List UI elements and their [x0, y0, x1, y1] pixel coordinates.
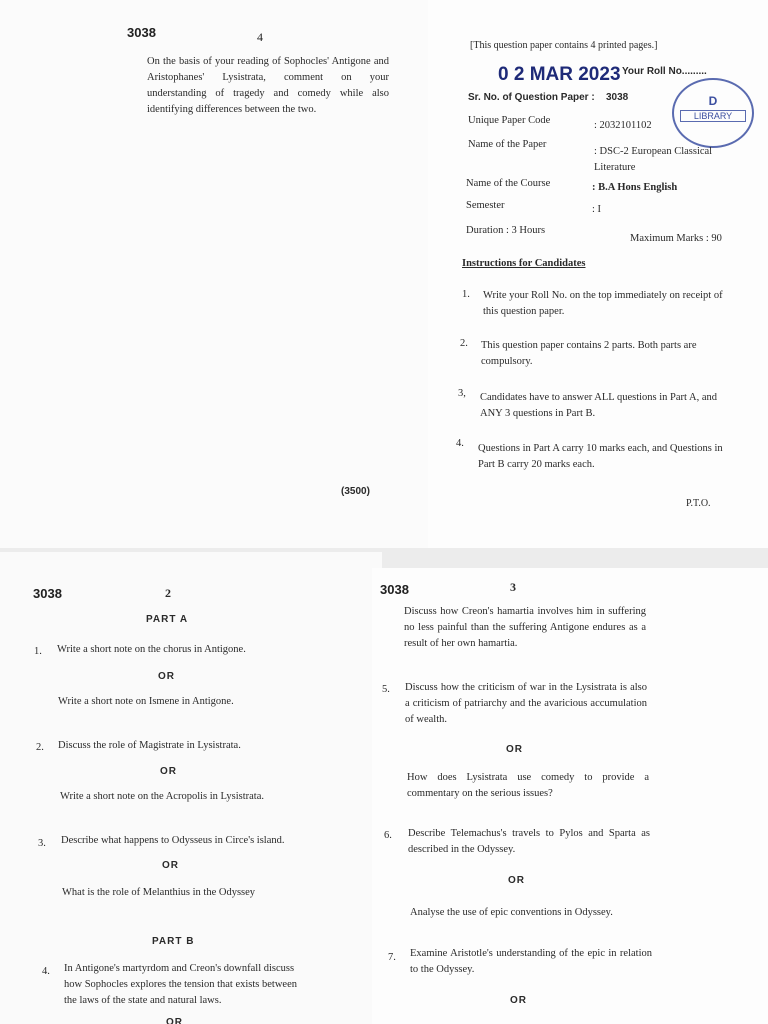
q4-number: 4.: [42, 966, 50, 977]
date-stamp: 0 2 MAR 2023: [498, 64, 621, 85]
or-divider: OR: [506, 744, 523, 755]
instruction-3-text: Candidates have to answer ALL questions in Part A, and ANY 3 questions in Part B.: [480, 392, 717, 419]
paper-code: 3038: [127, 25, 156, 40]
upc-label: Unique Paper Code: [468, 115, 551, 126]
print-run: (3500): [341, 486, 370, 497]
q2-number: 2.: [36, 742, 44, 753]
cover-page-sheet: [428, 0, 768, 548]
q5-option-b: How does Lysistrata use comedy to provide a commentary on the serious issues?: [407, 772, 649, 799]
part-b-heading: PART B: [152, 936, 195, 947]
roll-number-label: Your Roll No.........: [622, 66, 707, 77]
q7-number: 7.: [388, 952, 396, 963]
or-divider: OR: [166, 1017, 183, 1024]
library-seal: [672, 78, 754, 148]
page-2-sheet: [0, 552, 382, 1024]
or-divider: OR: [508, 875, 525, 886]
q3-option-b: What is the role of Melanthius in the Odyssey: [62, 887, 256, 898]
serial-value: 3038: [606, 92, 629, 103]
paper-name-value: : DSC-2 European Classical Literature: [594, 146, 713, 173]
serial-label: Sr. No. of Question Paper :: [468, 92, 595, 103]
instruction-4-num: 4.: [456, 438, 464, 449]
semester-label: Semester: [466, 200, 505, 211]
instruction-4-text: Questions in Part A carry 10 marks each, and Questions in Part B carry 20 marks each.: [478, 443, 723, 470]
q4-option-a: In Antigone's martyrdom and Creon's downfall discuss how Sophocles explores the tension that exists between the laws of the state and natural laws.: [64, 963, 297, 1006]
semester-value: : I: [592, 204, 602, 215]
page-number: 3: [510, 580, 516, 594]
course-value: : B.A Hons English: [592, 182, 678, 193]
question-text: On the basis of your reading of Sophocles' Antigone and Aristophanes' Lysistrata, comment on your understanding of tragedy and comedy while also identifying differences between the two.: [147, 56, 389, 115]
instruction-1-text: Write your Roll No. on the top immediately on receipt of this question paper.: [483, 290, 723, 317]
q3-number: 3.: [38, 838, 46, 849]
seal-word: LIBRARY: [680, 110, 746, 122]
q2-option-b: Write a short note on the Acropolis in Lysistrata.: [60, 791, 264, 802]
page-number: 4: [257, 30, 263, 44]
instruction-2-num: 2.: [460, 338, 468, 349]
part-a-heading: PART A: [146, 614, 189, 625]
seal-letter: D: [708, 94, 718, 108]
instruction-1-num: 1.: [462, 289, 470, 300]
q1-option-a: Write a short note on the chorus in Antigone.: [57, 644, 246, 655]
q1-number: 1.: [34, 646, 42, 657]
or-divider: OR: [510, 995, 527, 1006]
header-note: [This question paper contains 4 printed pages.]: [470, 40, 658, 51]
instructions-title: Instructions for Candidates: [462, 258, 586, 269]
q2-option-a: Discuss the role of Magistrate in Lysistrata.: [58, 740, 241, 751]
q7-option-a: Examine Aristotle's understanding of the epic in relation to the Odyssey.: [410, 948, 652, 975]
max-marks: Maximum Marks : 90: [630, 233, 722, 244]
or-divider: OR: [158, 671, 175, 682]
duration: Duration : 3 Hours: [466, 225, 546, 236]
paper-code: 3038: [380, 582, 409, 597]
or-divider: OR: [160, 766, 177, 777]
page-number: 2: [165, 586, 171, 600]
paper-code: 3038: [33, 586, 62, 601]
page-4-sheet: [0, 0, 430, 548]
pto: P.T.O.: [686, 498, 711, 509]
q5-number: 5.: [382, 684, 390, 695]
q3-option-a: Describe what happens to Odysseus in Circe's island.: [61, 835, 285, 846]
q1-option-b: Write a short note on Ismene in Antigone.: [58, 696, 234, 707]
q6-number: 6.: [384, 830, 392, 841]
q5-option-a: Discuss how the criticism of war in the Lysistrata is also a criticism of patriarchy and the avaricious accumulation of wealth.: [405, 682, 647, 725]
or-divider: OR: [162, 860, 179, 871]
q6-option-a: Describe Telemachus's travels to Pylos and Sparta as described in the Odyssey.: [408, 828, 650, 855]
paper-name-label: Name of the Paper: [468, 139, 547, 150]
page-3-sheet: [372, 568, 768, 1024]
upc-value: : 2032101102: [594, 120, 652, 131]
instruction-2-text: This question paper contains 2 parts. Both parts are compulsory.: [481, 340, 697, 367]
q6-option-b: Analyse the use of epic conventions in Odyssey.: [410, 907, 613, 918]
instruction-3-num: 3,: [458, 388, 466, 399]
course-label: Name of the Course: [466, 178, 551, 189]
q4-option-b: Discuss how Creon's hamartia involves him in suffering no less painful than the suffering Antigone endures as a result of her own hamartia.: [404, 606, 646, 649]
